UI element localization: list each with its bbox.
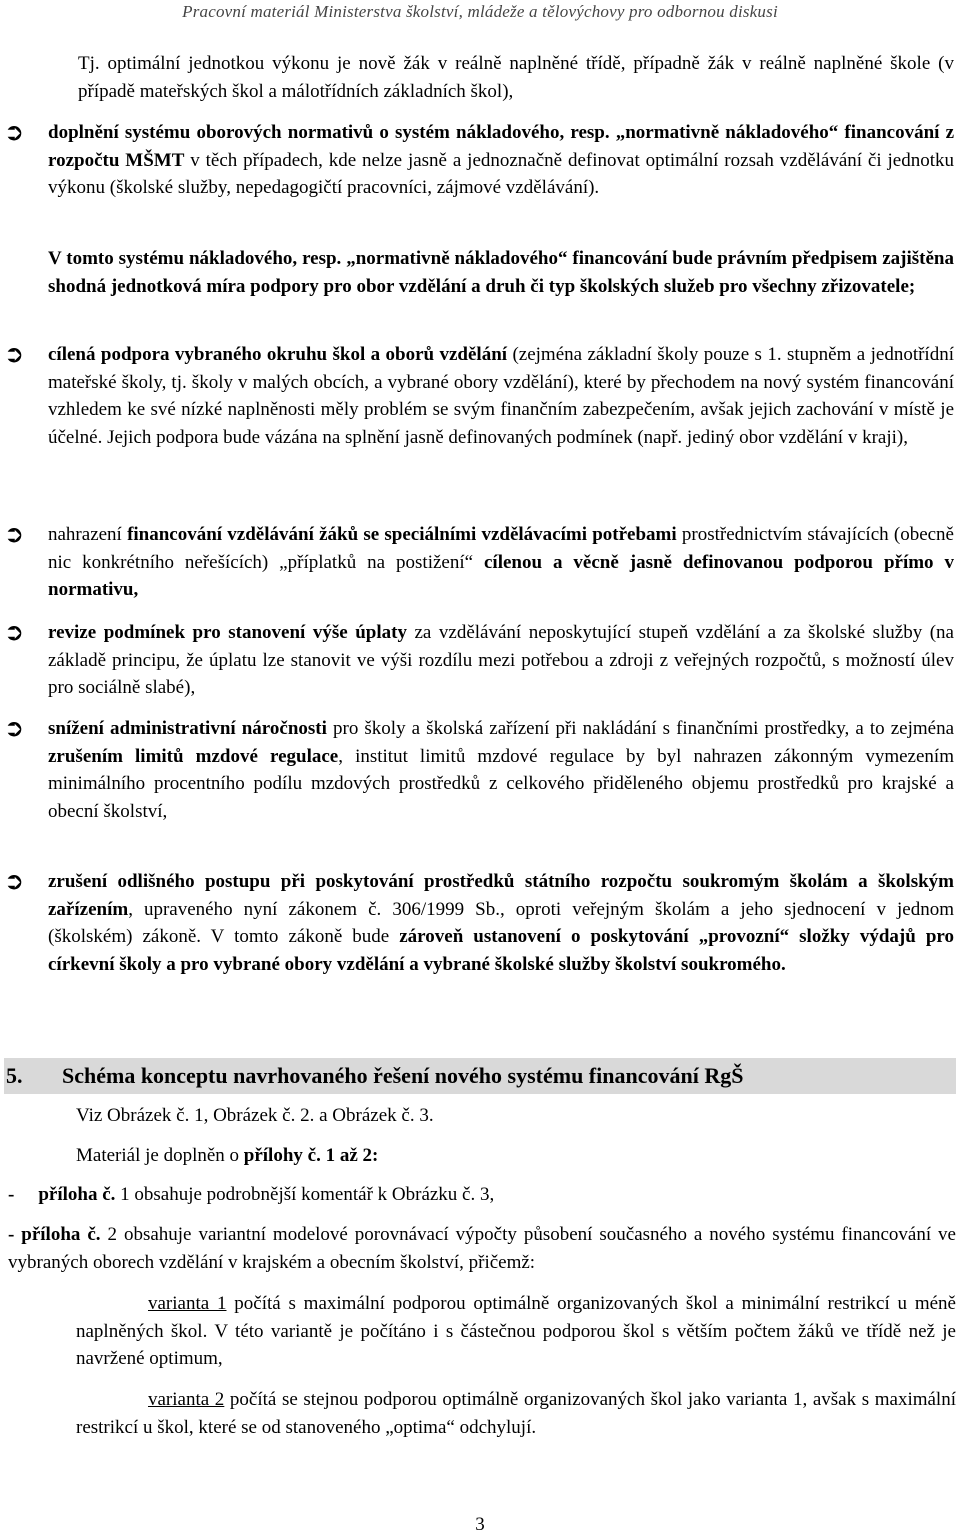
- bullet-6: zrušení odlišného postupu při poskytování prostředků státního rozpočtu soukromým školám a školským zařízením, upraveného nyní zákonem č. 306/1999 Sb., oproti veřejným školám a jeho sjednocení v jednom (školském) zákoně. V tomto zákoně bude zároveň ustanovení o poskytování „provozní“ složky výdajů pro církevní školy a pro vybrané obory vzdělání a vybrané školské služby školství soukromého.: [48, 871, 954, 975]
- attachment-2: - příloha č. 2 obsahuje variantní modelové porovnávací výpočty působení současného a nového systému financování ve vybraných oborech vzdělání v krajském a obecním školství, přičemž:: [8, 1224, 956, 1273]
- section-heading: [4, 1058, 956, 1094]
- arrow-bullet-icon: ➲: [4, 520, 25, 548]
- figure-reference: Viz Obrázek č. 1, Obrázek č. 2. a Obrázek č. 3.: [76, 1105, 434, 1126]
- attachments-intro: Materiál je doplněn o přílohy č. 1 až 2:: [76, 1145, 379, 1166]
- page-header: Pracovní materiál Ministerstva školství, mládeže a tělovýchovy pro odbornou diskusi: [182, 2, 778, 21]
- bullet-5: snížení administrativní náročnosti pro školy a školská zařízení při nakládání s finančními prostředky, a to zejména zrušením limitů mzdové regulace, institut limitů mzdové regulace by byl nahrazen zákonným vymezením minimálního procentního podílu mzdových prostředků z celkového přiděleného objemu prostředků pro krajské a obecní školství,: [48, 718, 954, 822]
- arrow-bullet-icon: ➲: [4, 618, 25, 646]
- arrow-bullet-icon: ➲: [4, 714, 25, 742]
- bullet-1: doplnění systému oborových normativů o systém nákladového, resp. „normativně nákladového“ financování z rozpočtu MŠMT v těch případech, kde nelze jasně a jednoznačně definovat optimální rozsah vzdělávání či jednotku výkonu (školské služby, nepedagogičtí pracovníci, zájmové vzdělávání).: [48, 122, 954, 198]
- arrow-bullet-icon: ➲: [4, 867, 25, 895]
- attachment-1: - příloha č. 1 obsahuje podrobnější komentář k Obrázku č. 3,: [8, 1184, 495, 1205]
- section-number: 5.: [6, 1063, 23, 1088]
- section-title: Schéma konceptu navrhovaného řešení nového systému financování RgŠ: [62, 1063, 744, 1088]
- bullet-3: nahrazení financování vzdělávání žáků se speciálními vzdělávacími potřebami prostřednictvím stávajících (obecně nic konkrétního neřešících) „příplatků na postižení“ cílenou a věcně jasně definovanou podporou přímo v normativu,: [48, 524, 954, 600]
- paragraph-system: V tomto systému nákladového, resp. „normativně nákladového“ financování bude právním předpisem zajištěna shodná jednotková míra podpory pro obor vzdělání a druh či typ školských služeb pro všechny zřizovatele;: [48, 248, 954, 297]
- paragraph-intro: Tj. optimální jednotkou výkonu je nově žák v reálně naplněné třídě, případně žák v reálně naplněné škole (v případě mateřských škol a málotřídních základních škol),: [78, 53, 954, 102]
- bullet-2: cílená podpora vybraného okruhu škol a oborů vzdělání (zejména základní školy pouze s 1. stupněm a jednotřídní mateřské školy, tj. školy v malých obcích, a vybrané obory vzdělání), které by přechodem na nový systém financování vzhledem ke své nízké naplněnosti měly problém se svým finančním zabezpečením, avšak jejich zachování v místě je účelné. Jejich podpora bude vázána na splnění jasně definovaných podmínek (např. jediný obor vzdělání v kraji),: [48, 344, 954, 448]
- variant-1: varianta 1 počítá s maximální podporou optimálně organizovaných škol a minimální restrikcí u méně naplněných škol. V této variantě je počítáno i s částečnou podporou škol s větším počtem žáků ve třídě než je navržené optimum,: [76, 1293, 956, 1369]
- bullet-4: revize podmínek pro stanovení výše úplaty za vzdělávání neposkytující stupeň vzdělání a za školské služby (na základě principu, že úplatu lze stanovit ve výši rozdílu mezi potřebou a zdroji z veřejných rozpočtů, s možností úlev pro sociálně slabé),: [48, 622, 954, 698]
- arrow-bullet-icon: ➲: [4, 340, 25, 368]
- arrow-bullet-icon: ➲: [4, 118, 25, 146]
- page-number: 3: [475, 1514, 485, 1535]
- variant-2: varianta 2 počítá se stejnou podporou optimálně organizovaných škol jako varianta 1, avšak s maximální restrikcí u škol, které se od stanoveného „optima“ odchylují.: [76, 1389, 956, 1438]
